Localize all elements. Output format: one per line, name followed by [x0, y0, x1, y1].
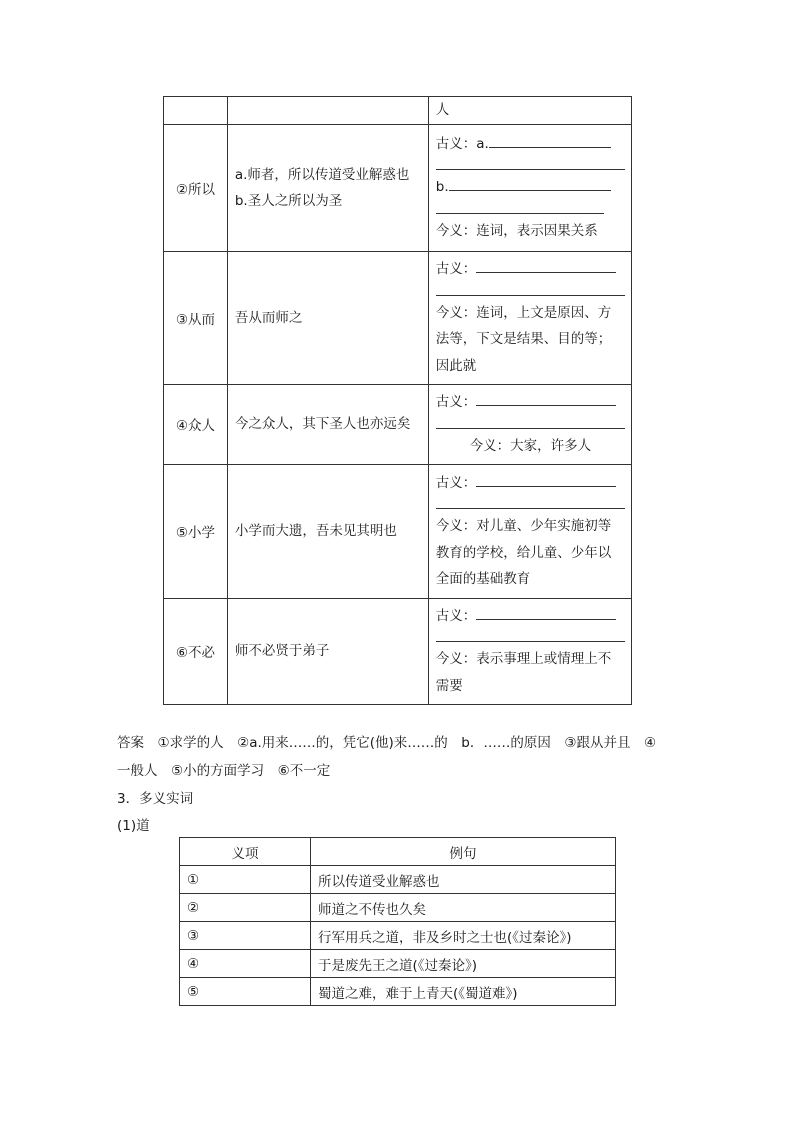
polysemy-table: [179, 837, 616, 1006]
table-row: [164, 464, 632, 598]
column-header: 例句: [311, 838, 616, 866]
table-row: [164, 384, 632, 464]
table-row: [164, 124, 632, 251]
term-cell: ③从而: [164, 251, 228, 384]
answer-blank: [449, 176, 611, 191]
gu-label: 古义：: [435, 394, 477, 410]
meaning-cell: [428, 598, 631, 704]
table-row: [164, 97, 632, 125]
answer-blank: [436, 157, 625, 170]
continued-text: 人: [435, 102, 450, 118]
jin-text: 教育的学校，给儿童、少年以: [435, 544, 612, 561]
example-sentence: 蜀道之难，难于上青天(《蜀道难》): [311, 978, 616, 1006]
example-cell: [227, 97, 428, 125]
example-sentence: 所以传道受业解惑也: [311, 866, 616, 894]
gu-label: 古义：: [435, 261, 477, 277]
meaning-number: ①: [180, 866, 311, 894]
jin-text: 今义：表示事理上或情理上不: [435, 651, 612, 668]
table-row: [180, 922, 616, 950]
jin-text: 需要: [435, 677, 463, 694]
meaning-number: ⑤: [180, 978, 311, 1006]
jin-text: 今义：连词，上文是原因、方: [435, 304, 612, 321]
jin-text: 法等，下文是结果、目的等；: [435, 331, 612, 347]
meaning-cell: [428, 464, 631, 598]
jin-text: 今义：连词，表示因果关系: [435, 222, 598, 239]
example-sentence: 于是废先王之道(《过秦论》): [311, 950, 616, 978]
answer-line: 一般人 ⑤小的方面学习 ⑥不一定: [117, 763, 331, 779]
term-cell: ⑤小学: [164, 464, 228, 598]
answer-blank: [476, 258, 616, 273]
jin-text: 因此就: [435, 357, 477, 374]
jin-text: 全面的基础教育: [435, 571, 531, 587]
table-row: [180, 894, 616, 922]
answer-blank: [476, 605, 616, 620]
gu-a-label: a.: [476, 135, 489, 152]
example-cell: 师不必贤于弟子: [227, 598, 428, 704]
word-meaning-table: [163, 96, 632, 705]
table-row: [164, 598, 632, 704]
term-cell: ②所以: [164, 124, 228, 251]
answer-blank: [436, 496, 625, 509]
example-line: b.圣人之所以为圣: [234, 192, 343, 209]
jin-text: 今义：大家，许多人: [469, 437, 592, 454]
answer-line: 答案 ①求学的人 ②a.用来……的，凭它(他)来……的 b．……的原因 ③跟从并且 ④: [117, 735, 657, 751]
answer-blank: [436, 416, 625, 429]
example-cell: [227, 124, 428, 251]
section-heading: 3．多义实词: [117, 791, 194, 807]
gu-b-label: b.: [435, 179, 449, 196]
answer-blank: [436, 201, 604, 214]
gu-label: 古义：: [435, 607, 477, 624]
table-row: [180, 950, 616, 978]
answer-blank: [489, 133, 611, 148]
column-header: 义项: [180, 838, 311, 866]
answer-blank: [476, 472, 616, 487]
example-sentence: 行军用兵之道，非及乡时之士也(《过秦论》): [311, 922, 616, 950]
meaning-number: ③: [180, 922, 311, 950]
jin-text: 今义：对儿童、少年实施初等: [435, 518, 612, 534]
table-row: [180, 978, 616, 1006]
meaning-cell: [428, 251, 631, 384]
example-line: a.师者，所以传道受业解惑也: [234, 166, 410, 183]
meaning-cell: [428, 384, 631, 464]
term-cell: ⑥不必: [164, 598, 228, 704]
section-subheading: (1)道: [117, 818, 150, 834]
table-header-row: [180, 838, 616, 866]
term-cell: [164, 97, 228, 125]
meaning-cell: [428, 124, 631, 251]
table-row: [164, 251, 632, 384]
example-cell: 小学而大遗，吾未见其明也: [227, 464, 428, 598]
table-row: [180, 866, 616, 894]
gu-label: 古义：: [435, 474, 477, 491]
answer-blank: [436, 629, 625, 642]
example-cell: 今之众人，其下圣人也亦远矣: [227, 384, 428, 464]
example-sentence: 师道之不传也久矣: [311, 894, 616, 922]
example-cell: 吾从而师之: [227, 251, 428, 384]
answer-blank: [436, 283, 625, 296]
meaning-cell: [428, 97, 631, 125]
gu-label: 古义：: [435, 135, 477, 152]
term-cell: ④众人: [164, 384, 228, 464]
meaning-number: ②: [180, 894, 311, 922]
meaning-number: ④: [180, 950, 311, 978]
answer-blank: [476, 391, 616, 406]
